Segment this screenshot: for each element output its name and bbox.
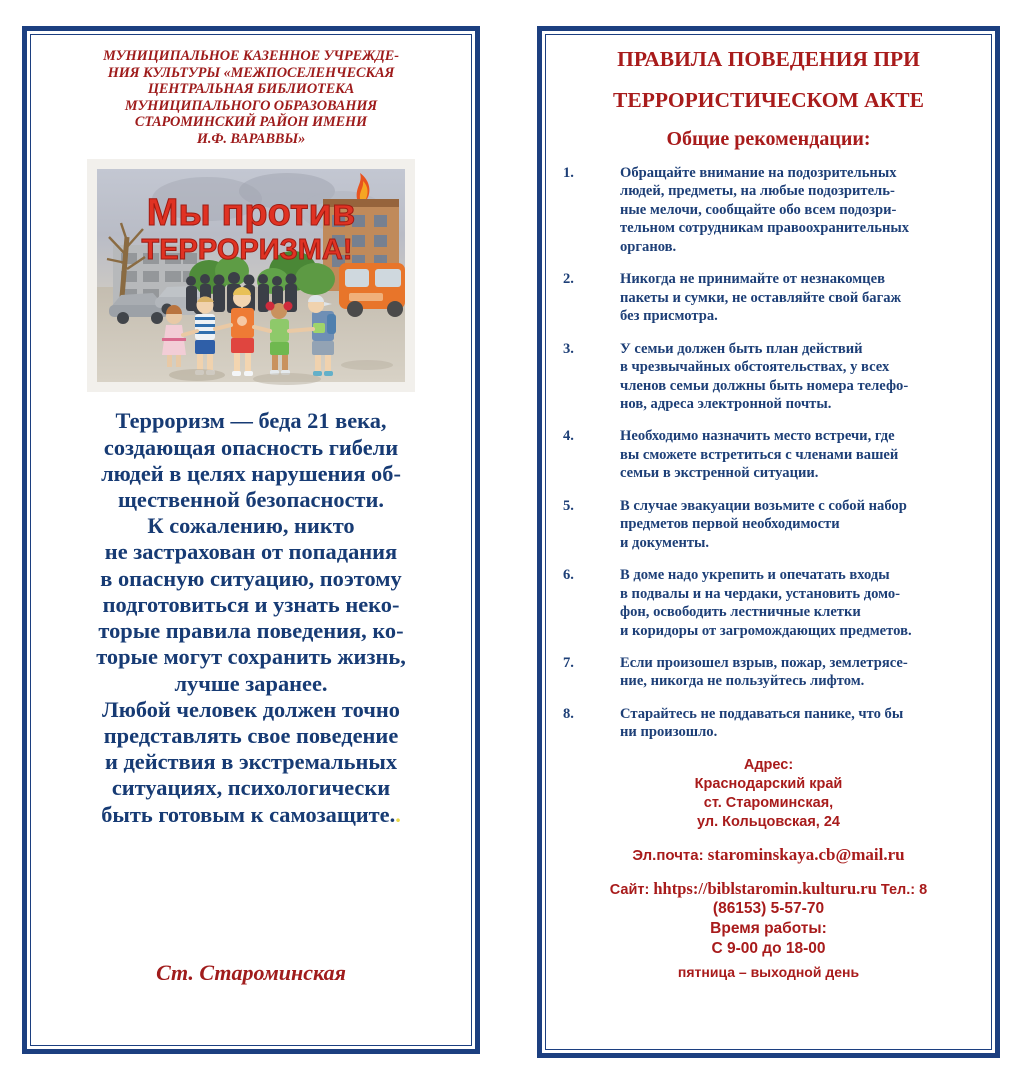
address-line-street: ул. Кольцовская, 24 bbox=[697, 814, 840, 831]
lead-line-last bbox=[45, 802, 457, 828]
org-title-line: И.Ф. ВАРАВВЫ» bbox=[196, 130, 306, 147]
signature-location: Ст. Староминская bbox=[156, 960, 346, 985]
org-title-line: ЦЕНТРАЛЬНАЯ БИБЛИОТЕКА bbox=[147, 81, 355, 98]
email-line bbox=[558, 845, 979, 865]
rule-line: У семьи должен быть план действий bbox=[620, 340, 863, 357]
email-address[interactable]: starominskaya.cb@mail.ru bbox=[707, 845, 905, 865]
rule-text bbox=[620, 497, 974, 552]
rule-line: Старайтесь не поддаваться панике, что бы bbox=[620, 705, 904, 722]
org-title-line: МУНИЦИПАЛЬНОГО ОБРАЗОВАНИЯ bbox=[124, 97, 378, 114]
rule-item bbox=[563, 340, 974, 414]
lead-line: щественной безопасности. bbox=[117, 487, 385, 513]
rule-number: 3. bbox=[563, 340, 574, 357]
rule-text bbox=[620, 164, 974, 256]
rule-line: Если произошел взрыв, пожар, землетрясе- bbox=[620, 654, 908, 671]
rule-number: 2. bbox=[563, 271, 574, 288]
rules-subtitle: Общие рекомендации: bbox=[666, 128, 871, 150]
rule-line: в чрезвычайных обстоятельствах, у всех bbox=[620, 359, 890, 376]
rule-item bbox=[563, 427, 974, 482]
org-title-line: СТАРОМИНСКИЙ РАЙОН ИМЕНИ bbox=[134, 114, 368, 131]
address-line-region: Краснодарский край bbox=[694, 775, 843, 792]
site-url[interactable]: hhtps://biblstaromin.kulturu.ru bbox=[653, 879, 877, 899]
rule-line: и документы. bbox=[620, 534, 710, 551]
lead-line: торые могут сохранить жизнь, bbox=[96, 644, 406, 670]
lead-line: людей в целях нарушения об- bbox=[101, 460, 401, 486]
rule-number: 8. bbox=[563, 705, 574, 722]
address-block bbox=[558, 756, 979, 833]
rule-line: без присмотра. bbox=[620, 308, 718, 325]
working-hours-label: Время работы: bbox=[710, 920, 827, 938]
rule-line: В доме надо укрепить и опечатать входы bbox=[620, 567, 890, 584]
rule-number: 1. bbox=[563, 165, 574, 181]
rule-line: В случае эвакуации возьмите с собой набор bbox=[620, 497, 907, 514]
rules-title bbox=[560, 49, 977, 111]
anti-terrorism-poster-image bbox=[87, 159, 415, 392]
rule-line: ние, никогда не пользуйтесь лифтом. bbox=[620, 673, 865, 690]
lead-line: лучше заранее. bbox=[174, 670, 328, 696]
rule-line: людей, предметы, на любые подозритель- bbox=[620, 183, 895, 200]
website-line bbox=[558, 879, 979, 899]
lead-line: быть готовым к самозащите. bbox=[101, 801, 396, 827]
rule-text bbox=[620, 270, 974, 325]
day-off-note: пятница – выходной день bbox=[677, 963, 860, 980]
rule-text bbox=[620, 654, 974, 691]
rule-text bbox=[620, 566, 974, 640]
address-line-settlement: ст. Староминская, bbox=[703, 795, 834, 812]
rule-line: Обращайте внимание на подозрительных bbox=[620, 165, 897, 181]
address-label: Адрес: bbox=[743, 756, 794, 773]
lead-line: подготовиться и узнать неко- bbox=[102, 591, 400, 617]
rule-number: 7. bbox=[563, 654, 574, 671]
rule-line: ные мелочи, сообщайте обо всем подозри- bbox=[620, 201, 897, 218]
contacts-block bbox=[558, 756, 979, 980]
rule-line: в подвалы и на чердаки, установить домо- bbox=[620, 585, 901, 602]
rule-item bbox=[563, 654, 974, 691]
lead-paragraph bbox=[45, 408, 457, 827]
phone-label: Тел.: 8 bbox=[880, 882, 928, 899]
rule-line: вы сможете встретиться с членами вашей bbox=[620, 446, 899, 463]
lead-line: ситуациях, психологически bbox=[111, 775, 391, 801]
rule-number: 6. bbox=[563, 567, 574, 584]
email-label: Эл.почта: bbox=[632, 847, 704, 865]
rule-line: семьи в экстренной ситуации. bbox=[620, 465, 819, 482]
rules-title-line1: ПРАВИЛА ПОВЕДЕНИЯ ПРИ bbox=[617, 47, 920, 71]
left-panel bbox=[22, 26, 480, 1054]
rule-line: пакеты и сумки, не оставляйте свой багаж bbox=[620, 289, 902, 306]
rule-line: Никогда не принимайте от незнакомцев bbox=[620, 271, 885, 288]
rule-line: фон, освободить лестничные клетки bbox=[620, 604, 861, 621]
right-panel-inner bbox=[545, 34, 992, 1050]
lead-line: К сожалению, никто bbox=[147, 513, 355, 539]
lead-line: создающая опасность гибели bbox=[103, 434, 399, 460]
rule-item bbox=[563, 705, 974, 742]
rule-item bbox=[563, 270, 974, 325]
working-hours-value: С 9-00 до 18-00 bbox=[711, 939, 826, 957]
rule-line: ни произошло. bbox=[620, 724, 718, 741]
rule-line: предметов первой необходимости bbox=[620, 516, 840, 533]
site-label: Сайт: bbox=[609, 882, 650, 899]
accent-dot: . bbox=[395, 801, 401, 827]
organization-title bbox=[53, 48, 449, 147]
phone-number: (86153) 5-57-70 bbox=[712, 900, 825, 918]
lead-line: представлять свое поведение bbox=[103, 722, 399, 748]
rule-line: членов семьи должны быть номера телефо- bbox=[620, 377, 909, 394]
poster-caption-line1: Мы против bbox=[146, 192, 356, 235]
poster-illustration bbox=[87, 159, 415, 392]
rules-title-line2: ТЕРРОРИСТИЧЕСКОМ АКТЕ bbox=[613, 87, 924, 112]
rule-text bbox=[620, 427, 974, 482]
rule-text bbox=[620, 340, 974, 414]
rule-number: 5. bbox=[563, 497, 574, 514]
rule-item bbox=[563, 497, 974, 552]
rule-line: тельном сотрудникам правоохранительных bbox=[620, 220, 910, 237]
rule-line: Необходимо назначить место встречи, где bbox=[620, 428, 895, 445]
rule-line: нов, адреса электронной почты. bbox=[620, 395, 832, 412]
lead-line: не застрахован от попадания bbox=[104, 539, 398, 565]
rule-line: органов. bbox=[620, 238, 677, 255]
left-panel-inner bbox=[30, 34, 472, 1046]
rule-line: и коридоры от загромождающих предметов. bbox=[620, 622, 912, 639]
rule-item bbox=[563, 164, 974, 256]
lead-line: Любой человек должен точно bbox=[102, 696, 400, 722]
poster-caption-line2: ТЕРРОРИЗМА! bbox=[141, 234, 353, 267]
lead-line: Терроризм — беда 21 века, bbox=[115, 408, 387, 434]
rules-list bbox=[563, 164, 974, 742]
rule-number: 4. bbox=[563, 428, 574, 445]
lead-line: в опасную ситуацию, поэтому bbox=[100, 565, 402, 591]
lead-line: торые правила поведения, ко- bbox=[98, 618, 404, 644]
rule-text bbox=[620, 705, 974, 742]
rule-item bbox=[563, 566, 974, 640]
lead-line: и действия в экстремальных bbox=[104, 749, 398, 775]
right-panel bbox=[537, 26, 1000, 1058]
org-title-line: МУНИЦИПАЛЬНОЕ КАЗЕННОЕ УЧРЕЖДЕ- bbox=[103, 48, 399, 64]
org-title-line: НИЯ КУЛЬТУРЫ «МЕЖПОСЕЛЕНЧЕСКАЯ bbox=[107, 64, 395, 81]
